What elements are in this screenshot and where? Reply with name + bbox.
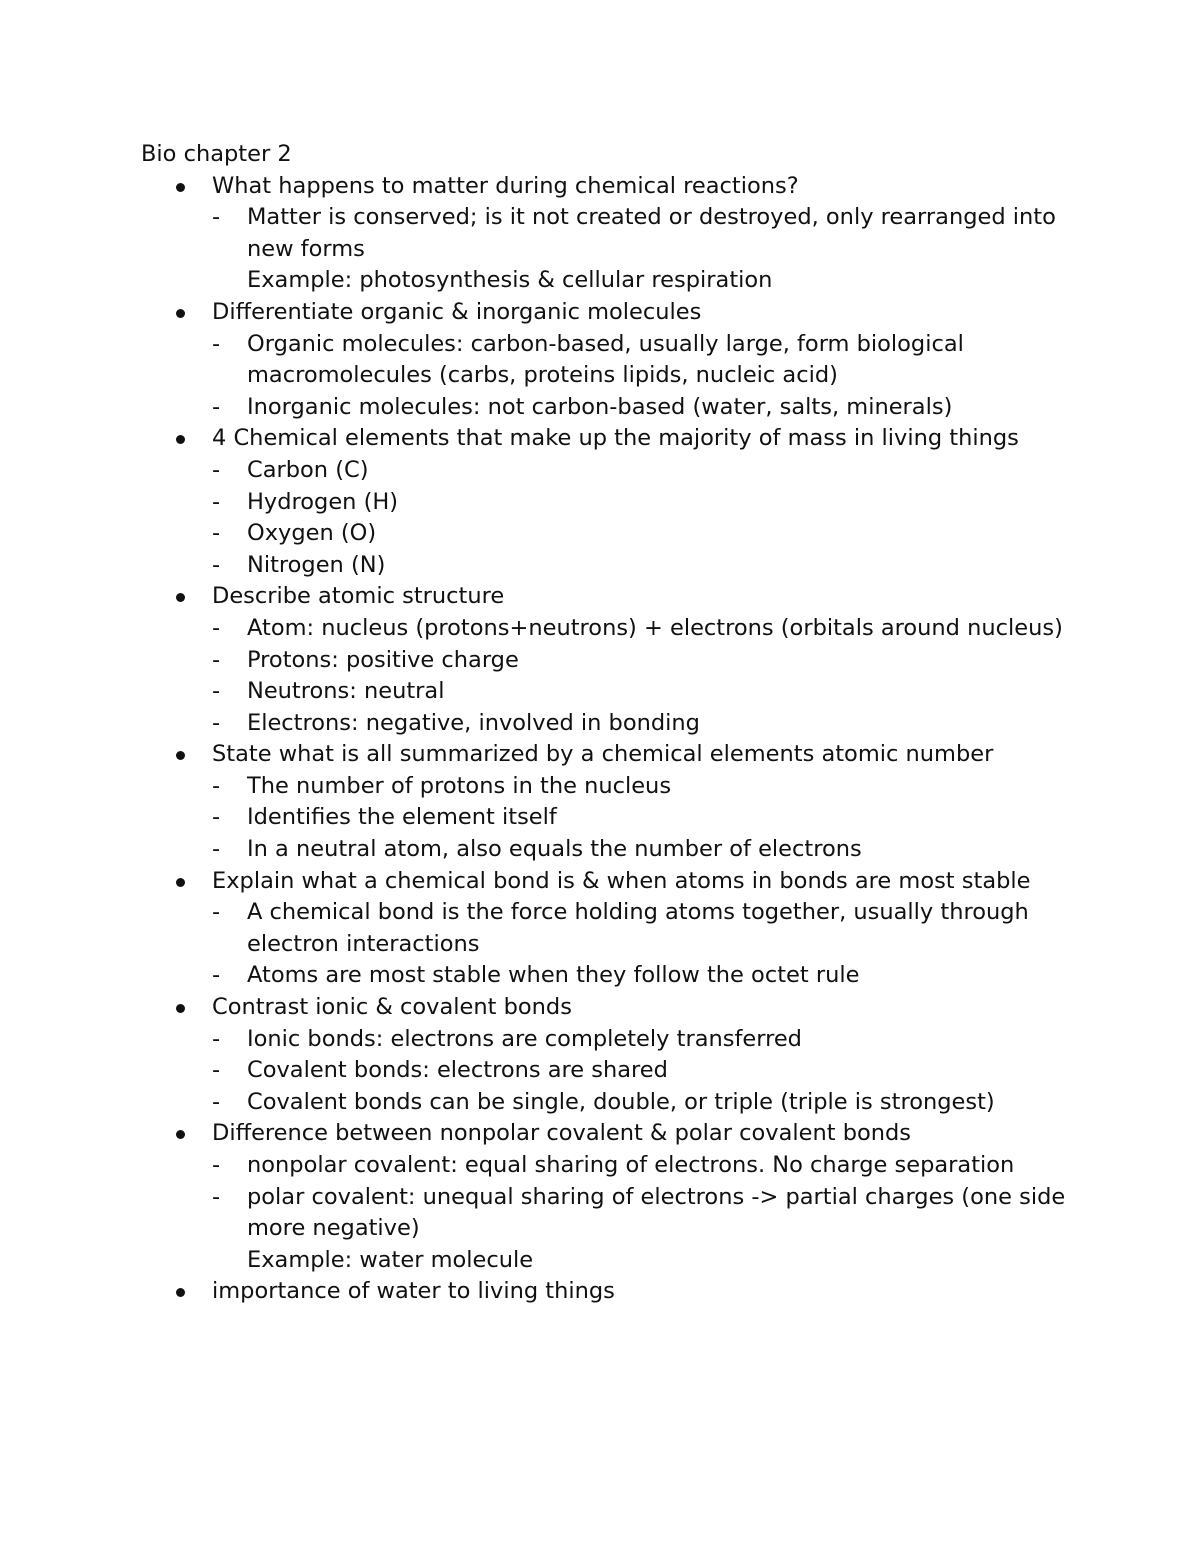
bullet-text: Differentiate organic & inorganic molecules xyxy=(212,298,702,325)
sub-text: The number of protons in the nucleus xyxy=(247,772,672,799)
sub-text: Carbon (C) xyxy=(247,456,369,483)
sub-item xyxy=(212,392,1081,424)
example-text: Example: photosynthesis & cellular respiration xyxy=(247,267,773,294)
sub-item xyxy=(212,897,1081,960)
dash-icon: - xyxy=(212,520,221,547)
bullet-dot-icon xyxy=(176,593,185,602)
bullet-text: Difference between nonpolar covalent & polar covalent bonds xyxy=(212,1120,912,1147)
dash-icon: - xyxy=(212,1152,221,1178)
bullet-item xyxy=(212,581,1081,739)
bullet-text: State what is all summarized by a chemical elements atomic number xyxy=(212,741,994,768)
bullet-item xyxy=(212,423,1081,581)
sub-list xyxy=(212,613,1081,739)
bullet-item xyxy=(212,992,1081,1118)
sub-text: Atom: nucleus (protons+neutrons) + electrons (orbitals around nucleus) xyxy=(247,614,1063,641)
document-title: Bio chapter 2 xyxy=(141,141,292,167)
dash-icon: - xyxy=(212,836,221,863)
document-body xyxy=(141,139,1081,1308)
example-text: Example: water molecule xyxy=(247,1246,534,1273)
bullet-text: Describe atomic structure xyxy=(212,583,505,610)
sub-text: Organic molecules: carbon-based, usually large, form biological macromolecules (carbs, proteins lipids, nucleic acid) xyxy=(247,330,964,389)
dash-icon: - xyxy=(212,678,221,705)
sub-text: Matter is conserved; is it not created or destroyed, only rearranged into new forms xyxy=(247,204,1056,262)
bullet-dot-icon xyxy=(176,1004,185,1013)
dash-icon: - xyxy=(212,393,221,420)
dash-icon: - xyxy=(212,614,221,641)
sub-text: Neutrons: neutral xyxy=(247,678,445,705)
dash-icon: - xyxy=(212,1025,221,1052)
sub-list xyxy=(212,897,1081,992)
sub-item xyxy=(212,960,1081,992)
sub-item xyxy=(212,834,1081,866)
sub-text: polar covalent: unequal sharing of electrons -> partial charges (one side more negative) xyxy=(247,1183,1066,1242)
sub-text: A chemical bond is the force holding atoms together, usually through electron interactions xyxy=(247,899,1029,957)
sub-item xyxy=(212,1087,1081,1119)
sub-text: Electrons: negative, involved in bonding xyxy=(247,709,700,736)
sub-item xyxy=(212,771,1081,803)
sub-text: Inorganic molecules: not carbon-based (water, salts, minerals) xyxy=(247,393,953,420)
bullet-dot-icon xyxy=(176,1130,185,1139)
dash-icon: - xyxy=(212,772,221,799)
dash-icon: - xyxy=(212,709,221,736)
dash-icon: - xyxy=(212,204,221,231)
sub-list xyxy=(212,1150,1081,1276)
sub-item xyxy=(212,1024,1081,1056)
dash-icon: - xyxy=(212,646,221,673)
sub-text: Atoms are most stable when they follow the octet rule xyxy=(247,962,860,989)
sub-text: Covalent bonds: electrons are shared xyxy=(247,1057,668,1084)
sub-item xyxy=(212,645,1081,677)
sub-text: Covalent bonds can be single, double, or triple (triple is strongest) xyxy=(247,1088,995,1115)
bullet-dot-icon xyxy=(176,435,185,444)
bullet-dot-icon xyxy=(176,309,185,318)
bullet-text: importance of water to living things xyxy=(212,1278,615,1305)
dash-icon: - xyxy=(212,456,221,483)
sub-text: nonpolar covalent: equal sharing of electrons. No charge separation xyxy=(247,1152,1015,1178)
bullet-dot-icon xyxy=(176,1288,185,1297)
sub-list xyxy=(212,202,1081,297)
bullet-item xyxy=(212,739,1081,865)
bullet-text: Explain what a chemical bond is & when atoms in bonds are most stable xyxy=(212,867,1031,894)
bullet-text: 4 Chemical elements that make up the majority of mass in living things xyxy=(212,425,1019,452)
sub-text: Ionic bonds: electrons are completely transferred xyxy=(247,1025,802,1052)
dash-icon: - xyxy=(212,488,221,515)
bullet-item xyxy=(212,1276,1081,1308)
sub-item xyxy=(212,1182,1081,1277)
dash-icon: - xyxy=(212,1183,221,1210)
bullet-text: Contrast ionic & covalent bonds xyxy=(212,994,572,1021)
sub-text: Nitrogen (N) xyxy=(247,551,386,578)
bullet-item xyxy=(212,297,1081,423)
dash-icon: - xyxy=(212,899,221,926)
sub-list xyxy=(212,771,1081,866)
bullet-item xyxy=(212,171,1081,297)
sub-item xyxy=(212,708,1081,740)
sub-item xyxy=(212,329,1081,392)
sub-item xyxy=(212,676,1081,708)
bullet-list xyxy=(141,171,1081,1308)
bullet-item xyxy=(212,1118,1081,1276)
bullet-item xyxy=(212,866,1081,992)
sub-item xyxy=(212,202,1081,297)
sub-item xyxy=(212,613,1081,645)
dash-icon: - xyxy=(212,551,221,578)
sub-item xyxy=(212,487,1081,519)
sub-item xyxy=(212,1150,1081,1182)
dash-icon: - xyxy=(212,804,221,831)
sub-text: Oxygen (O) xyxy=(247,520,377,547)
sub-list xyxy=(212,455,1081,581)
sub-item xyxy=(212,550,1081,582)
sub-text: In a neutral atom, also equals the number of electrons xyxy=(247,836,862,863)
sub-item xyxy=(212,455,1081,487)
sub-list xyxy=(212,329,1081,424)
dash-icon: - xyxy=(212,1088,221,1115)
sub-list xyxy=(212,1024,1081,1119)
dash-icon: - xyxy=(212,1057,221,1084)
sub-item xyxy=(212,518,1081,550)
bullet-text: What happens to matter during chemical reactions? xyxy=(212,172,799,199)
bullet-dot-icon xyxy=(176,183,185,192)
dash-icon: - xyxy=(212,330,221,357)
sub-item xyxy=(212,1055,1081,1087)
sub-text: Hydrogen (H) xyxy=(247,488,399,515)
sub-text: Identifies the element itself xyxy=(247,804,557,831)
sub-text: Protons: positive charge xyxy=(247,646,519,673)
bullet-dot-icon xyxy=(176,751,185,760)
bullet-dot-icon xyxy=(176,878,185,887)
dash-icon: - xyxy=(212,962,221,989)
sub-item xyxy=(212,802,1081,834)
